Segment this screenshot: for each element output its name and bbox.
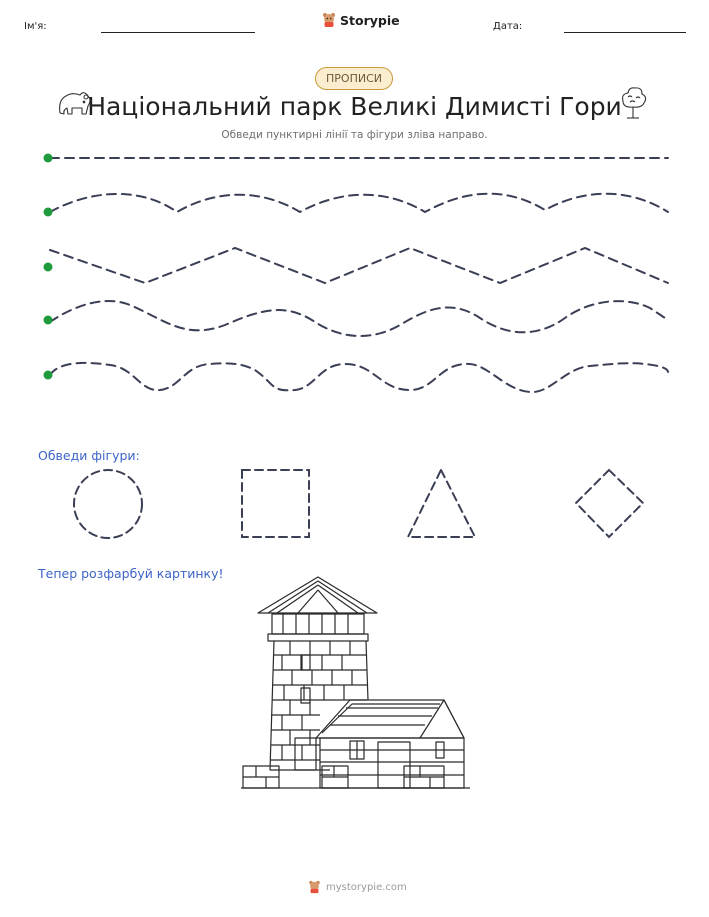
tracing-line-wave[interactable] — [50, 194, 668, 212]
worksheet-type-badge: ПРОПИСИ — [315, 67, 393, 90]
start-dot — [44, 154, 53, 163]
tracing-line-zigzag[interactable] — [50, 248, 668, 283]
page-instructions: Обведи пунктирні лінії та фігури зліва направо. — [221, 129, 488, 141]
tracing-triangle[interactable] — [408, 470, 475, 537]
start-dot — [44, 316, 53, 325]
shapes-section-label: Обведи фігури: — [38, 448, 140, 463]
name-label: Ім'я: — [24, 21, 47, 32]
tracing-circle[interactable] — [74, 470, 142, 538]
start-dot — [44, 263, 53, 272]
brand-name: Storypie — [340, 12, 400, 28]
coloring-section-label: Тепер розфарбуй картинку! — [38, 566, 224, 581]
lighthouse-house-illustration[interactable] — [241, 577, 470, 788]
name-field[interactable] — [101, 32, 255, 33]
page-title: Національний парк Великі Димисті Гори — [87, 92, 622, 121]
footer — [308, 880, 407, 894]
date-field[interactable] — [564, 32, 686, 33]
start-dot — [44, 208, 53, 217]
date-label: Дата: — [493, 21, 523, 32]
storypie-logo-icon — [322, 12, 336, 28]
start-dot — [44, 371, 53, 380]
tracing-square[interactable] — [242, 470, 309, 537]
footer-url[interactable]: mystorypie.com — [326, 881, 407, 893]
tracing-diamond[interactable] — [576, 470, 643, 537]
tracing-line-wave[interactable] — [50, 363, 668, 392]
storypie-logo-icon — [308, 880, 321, 894]
brand-logo — [322, 12, 400, 28]
tracing-line-wave[interactable] — [50, 301, 668, 336]
